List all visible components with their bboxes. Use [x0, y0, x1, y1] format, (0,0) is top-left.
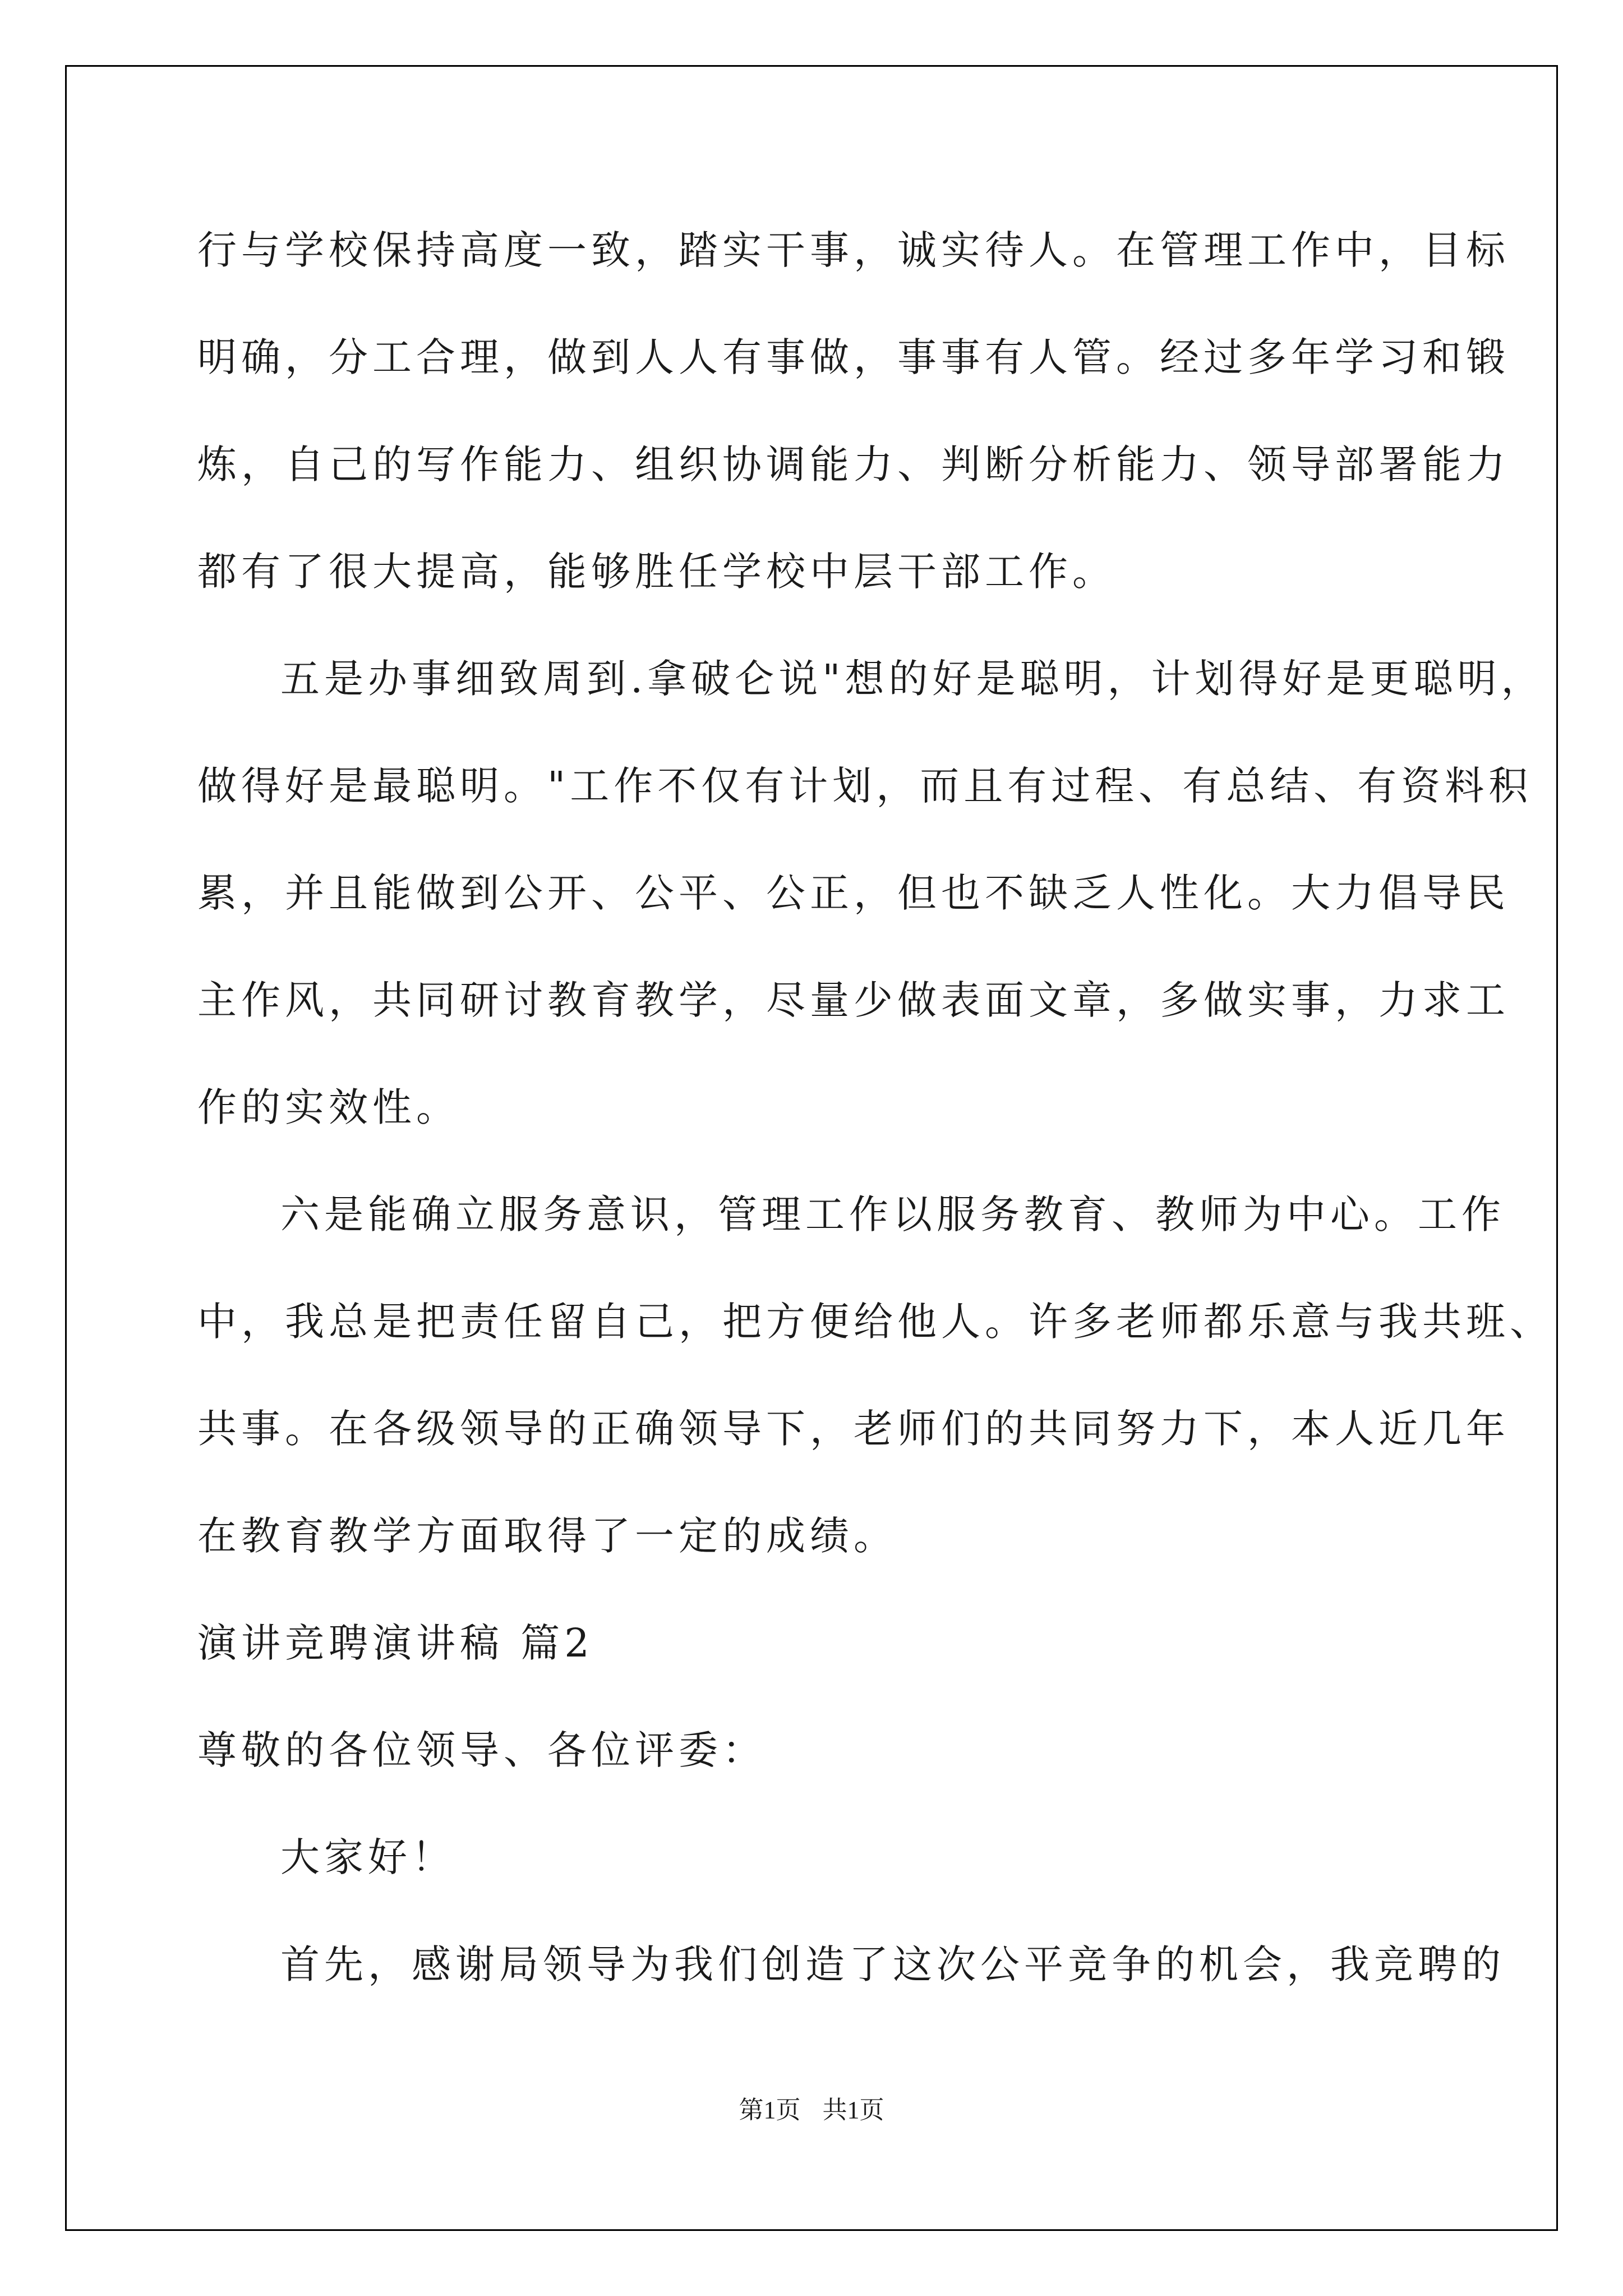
page-footer: [0, 2093, 1623, 2127]
section-heading: 演讲竞聘演讲稿 篇2: [197, 1620, 594, 1666]
paragraph-line: 共事。在各级领导的正确领导下，老师们的共同努力下，本人近几年: [197, 1406, 1510, 1452]
paragraph-line: 做得好是最聪明。"工作不仅有计划，而且有过程、有总结、有资料积: [197, 763, 1533, 809]
paragraph-line: 六是能确立服务意识，管理工作以服务教育、教师为中心。工作: [280, 1191, 1505, 1237]
paragraph-line: 明确，分工合理，做到人人有事做，事事有人管。经过多年学习和锻: [197, 334, 1510, 380]
salutation-line: 尊敬的各位领导、各位评委：: [197, 1727, 766, 1773]
paragraph-line: 五是办事细致周到.拿破仑说"想的好是聪明，计划得好是更聪明，: [280, 656, 1545, 702]
paragraph-line: 炼，自己的写作能力、组织协调能力、判断分析能力、领导部署能力: [197, 441, 1510, 487]
paragraph-line: 在教育教学方面取得了一定的成绩。: [197, 1513, 897, 1559]
greeting-line: 大家好！: [280, 1834, 455, 1880]
page-border: [65, 65, 1558, 2231]
paragraph-line: 中，我总是把责任留自己，把方便给他人。许多老师都乐意与我共班、: [197, 1299, 1553, 1345]
page-total: 共1页: [822, 2096, 884, 2124]
paragraph-line: 作的实效性。: [197, 1084, 460, 1130]
paragraph-line: 主作风，共同研讨教育教学，尽量少做表面文章，多做实事，力求工: [197, 977, 1510, 1023]
page-number: 第1页: [739, 2096, 801, 2124]
paragraph-line: 行与学校保持高度一致，踏实干事，诚实待人。在管理工作中，目标: [197, 227, 1510, 273]
paragraph-line: 都有了很大提高，能够胜任学校中层干部工作。: [197, 549, 1116, 595]
paragraph-line: 累，并且能做到公开、公平、公正，但也不缺乏人性化。大力倡导民: [197, 870, 1510, 916]
paragraph-line: 首先，感谢局领导为我们创造了这次公平竞争的机会，我竞聘的: [280, 1941, 1505, 1987]
